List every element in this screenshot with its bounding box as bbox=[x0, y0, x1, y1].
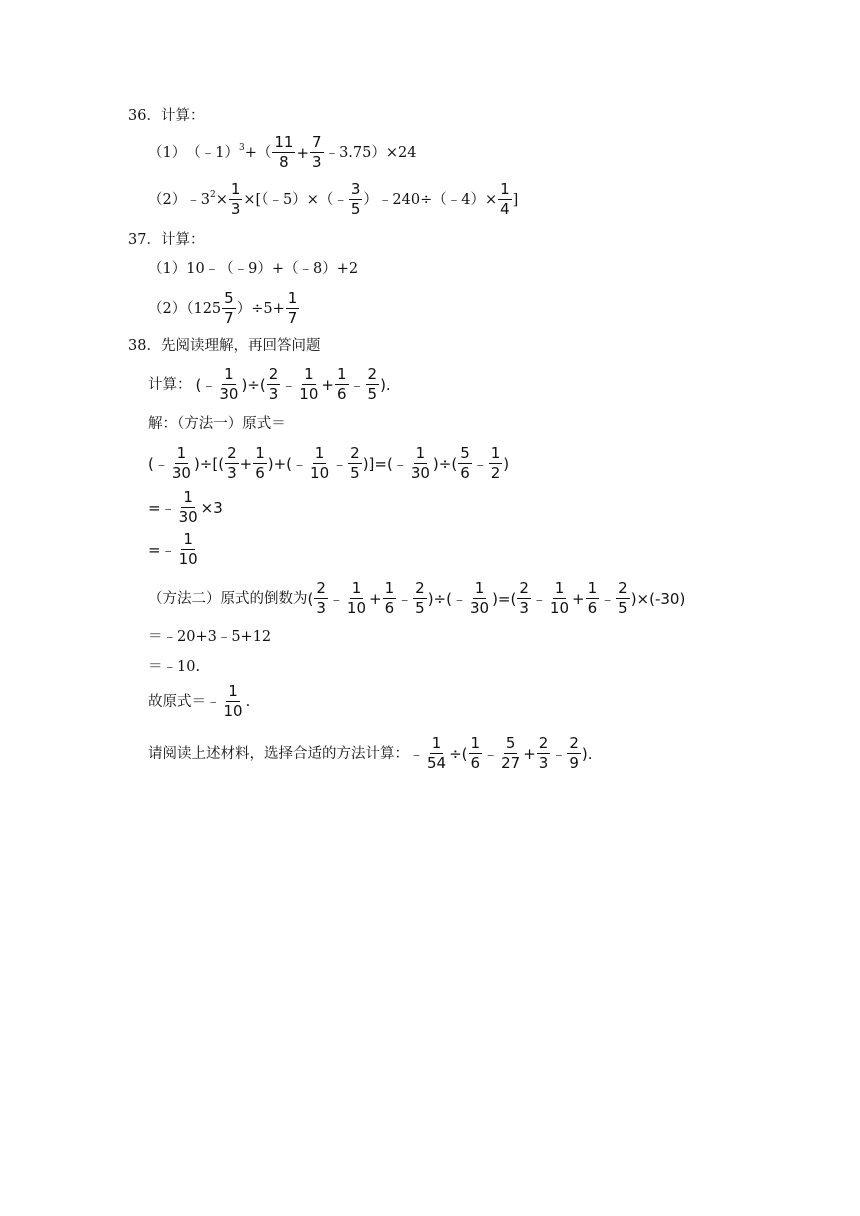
fraction bbox=[177, 490, 200, 526]
operator: ﹣ bbox=[551, 744, 567, 763]
q38-method1-line1 bbox=[148, 444, 509, 484]
fraction-numerator: 1 bbox=[230, 180, 241, 199]
operator: ﹣ bbox=[397, 589, 413, 608]
paren-text: ). bbox=[380, 375, 391, 394]
operator-text: )+(﹣ bbox=[267, 454, 308, 473]
fraction-numerator: 1 bbox=[183, 530, 193, 549]
fraction bbox=[225, 446, 239, 482]
operator: ﹣ bbox=[328, 589, 344, 608]
q37-title-text: 37．计算： bbox=[128, 232, 205, 248]
operator-text: )÷[( bbox=[193, 454, 225, 473]
fraction-denominator: 27 bbox=[501, 754, 521, 772]
fraction-numerator: 1 bbox=[176, 444, 187, 463]
fraction-numerator: 1 bbox=[415, 444, 426, 463]
q36-p2-label: （2） bbox=[148, 191, 187, 208]
fraction-numerator: 7 bbox=[312, 133, 322, 152]
fraction-denominator: 30 bbox=[171, 464, 191, 482]
fraction bbox=[217, 367, 240, 403]
operator: ﹣ bbox=[281, 375, 297, 394]
fraction-numerator: 1 bbox=[351, 579, 362, 598]
fraction-numerator: 1 bbox=[384, 579, 395, 598]
fraction-denominator: 10 bbox=[299, 385, 319, 403]
fraction-numerator: 1 bbox=[470, 734, 481, 753]
fraction bbox=[586, 581, 600, 617]
fraction-numerator: 1 bbox=[336, 365, 347, 384]
fraction bbox=[308, 446, 331, 482]
fraction-denominator: 3 bbox=[312, 153, 322, 171]
operator-text: =﹣ bbox=[148, 540, 176, 559]
q38-conclusion-text: 故原式＝﹣ bbox=[148, 693, 221, 710]
fraction bbox=[537, 736, 551, 772]
operator-text: )=( bbox=[492, 589, 517, 608]
q36-p2-text: ）﹣240÷（﹣4）× bbox=[363, 191, 498, 208]
fraction-denominator: 30 bbox=[219, 385, 239, 403]
fraction bbox=[222, 684, 245, 720]
q36-p1-text: ﹣3.75）×24 bbox=[324, 144, 417, 161]
q38-m2-line3-text: ＝﹣10. bbox=[148, 659, 201, 675]
q36-p1-text: +（ bbox=[244, 144, 272, 161]
q37-part1 bbox=[148, 262, 358, 277]
fraction-numerator: 1 bbox=[474, 579, 485, 598]
fraction bbox=[498, 182, 512, 218]
fraction-numerator: 5 bbox=[224, 289, 234, 308]
q38-task-label: 请阅读上述材料，选择合适的方法计算： bbox=[148, 745, 409, 762]
operator: + bbox=[572, 589, 585, 608]
fraction-numerator: 2 bbox=[350, 444, 360, 463]
fraction bbox=[469, 736, 483, 772]
fraction bbox=[517, 581, 531, 617]
operator-text: )÷(﹣ bbox=[427, 589, 467, 608]
q36-part2 bbox=[148, 181, 518, 219]
fraction bbox=[489, 446, 503, 482]
q36-title-text: 36．计算： bbox=[128, 108, 205, 124]
fraction-numerator: 2 bbox=[367, 365, 378, 384]
q37-p2-text: ）÷5+ bbox=[236, 300, 285, 317]
fraction-numerator: 1 bbox=[490, 444, 501, 463]
fraction-denominator: 2 bbox=[490, 464, 501, 482]
q38-method1-line3 bbox=[148, 531, 201, 569]
q38-method2-line1 bbox=[148, 579, 685, 619]
fraction-numerator: 1 bbox=[287, 289, 298, 308]
q38-conclusion bbox=[148, 682, 250, 722]
fraction-numerator: 2 bbox=[519, 579, 529, 598]
fraction-denominator: 6 bbox=[470, 754, 481, 772]
operator: + bbox=[523, 744, 536, 763]
fraction-numerator: 2 bbox=[569, 734, 579, 753]
operator-text: =﹣ bbox=[148, 498, 176, 517]
operator: ﹣ bbox=[600, 589, 616, 608]
fraction bbox=[267, 367, 281, 403]
q38-calc-label: 计算： bbox=[148, 376, 192, 393]
q36-p2-text: ] bbox=[512, 191, 519, 208]
fraction-numerator: 1 bbox=[554, 579, 565, 598]
q37-title bbox=[128, 233, 204, 248]
fraction-numerator: 2 bbox=[227, 444, 237, 463]
fraction-denominator: 3 bbox=[230, 200, 241, 218]
fraction bbox=[616, 581, 630, 617]
q38-calc bbox=[148, 366, 391, 404]
fraction-numerator: 1 bbox=[228, 682, 238, 701]
fraction-denominator: 3 bbox=[538, 754, 549, 772]
fraction-denominator: 10 bbox=[223, 702, 243, 720]
fraction-denominator: 5 bbox=[618, 599, 628, 617]
fraction-numerator: 3 bbox=[350, 180, 361, 199]
fraction-numerator: 1 bbox=[431, 734, 442, 753]
fraction-denominator: 7 bbox=[224, 309, 234, 327]
operator-text: )÷( bbox=[432, 454, 458, 473]
q38-conclusion-text: . bbox=[245, 693, 251, 710]
q36-p2-exponent: 2 bbox=[209, 189, 216, 200]
fraction bbox=[310, 135, 324, 171]
fraction bbox=[348, 446, 362, 482]
fraction-numerator: 2 bbox=[618, 579, 628, 598]
fraction-numerator: 2 bbox=[316, 579, 326, 598]
q38-method2-line2 bbox=[148, 630, 271, 645]
fraction-numerator: 2 bbox=[538, 734, 549, 753]
fraction-denominator: 6 bbox=[384, 599, 395, 617]
fraction bbox=[229, 182, 243, 218]
q36-p2-text: ﹣3 bbox=[186, 191, 210, 208]
fraction bbox=[170, 446, 193, 482]
fraction-denominator: 10 bbox=[346, 599, 367, 617]
fraction-numerator: 1 bbox=[183, 488, 193, 507]
fraction-numerator: 1 bbox=[304, 365, 314, 384]
fraction bbox=[366, 367, 380, 403]
fraction bbox=[345, 581, 368, 617]
q36-part1 bbox=[148, 135, 416, 171]
fraction bbox=[409, 446, 432, 482]
operator: + bbox=[239, 454, 253, 473]
fraction bbox=[458, 446, 472, 482]
fraction-numerator: 2 bbox=[268, 365, 279, 384]
fraction-denominator: 5 bbox=[350, 464, 360, 482]
q36-p1-text: （﹣1） bbox=[186, 144, 239, 161]
operator: ﹣ bbox=[472, 454, 488, 473]
fraction bbox=[222, 291, 236, 327]
fraction-numerator: 1 bbox=[224, 365, 234, 384]
q38-method1-label bbox=[148, 417, 286, 432]
fraction-numerator: 1 bbox=[587, 579, 598, 598]
fraction-denominator: 5 bbox=[350, 200, 361, 218]
fraction-numerator: 1 bbox=[314, 444, 325, 463]
operator-text: )÷( bbox=[241, 375, 266, 394]
paren-text: ). bbox=[581, 744, 593, 763]
fraction-denominator: 6 bbox=[587, 599, 598, 617]
q36-p1-exponent: 3 bbox=[238, 142, 245, 153]
q36-p1-label: （1） bbox=[148, 144, 187, 161]
fraction-numerator: 2 bbox=[415, 579, 425, 598]
fraction bbox=[286, 291, 300, 327]
fraction bbox=[297, 367, 320, 403]
fraction-denominator: 5 bbox=[367, 385, 378, 403]
fraction bbox=[567, 736, 581, 772]
fraction-denominator: 4 bbox=[500, 200, 510, 218]
fraction-denominator: 10 bbox=[549, 599, 570, 617]
fraction bbox=[177, 532, 200, 568]
q37-p1-text: （1）10﹣（﹣9）+（﹣8）+2 bbox=[148, 261, 359, 277]
fraction-denominator: 30 bbox=[410, 464, 430, 482]
fraction-denominator: 3 bbox=[268, 385, 279, 403]
paren-text: (﹣ bbox=[195, 375, 217, 394]
fraction-denominator: 8 bbox=[279, 153, 289, 171]
fraction bbox=[253, 446, 267, 482]
fraction-denominator: 5 bbox=[415, 599, 425, 617]
fraction-denominator: 3 bbox=[316, 599, 326, 617]
fraction bbox=[548, 581, 571, 617]
operator: ﹣ bbox=[531, 589, 547, 608]
fraction bbox=[383, 581, 397, 617]
fraction bbox=[335, 367, 349, 403]
fraction-denominator: 7 bbox=[287, 309, 298, 327]
operator-text: ÷( bbox=[449, 744, 468, 763]
fraction-denominator: 10 bbox=[310, 464, 330, 482]
paren-text: ) bbox=[503, 454, 510, 473]
q38-m2-line2-text: ＝﹣20+3﹣5+12 bbox=[148, 629, 272, 645]
q38-task bbox=[148, 734, 593, 774]
operator-text: ×3 bbox=[200, 498, 223, 517]
fraction-denominator: 10 bbox=[178, 550, 198, 568]
q36-p2-text: × bbox=[215, 191, 228, 208]
operator: + bbox=[296, 143, 310, 162]
fraction-denominator: 6 bbox=[460, 464, 470, 482]
q38-title bbox=[128, 339, 320, 354]
fraction bbox=[314, 581, 328, 617]
fraction-denominator: 9 bbox=[569, 754, 579, 772]
operator: ﹣ bbox=[483, 744, 499, 763]
operator-text: )]=(﹣ bbox=[362, 454, 408, 473]
fraction-numerator: 1 bbox=[255, 444, 265, 463]
fraction-denominator: 6 bbox=[255, 464, 265, 482]
fraction bbox=[272, 135, 295, 171]
fraction-denominator: 30 bbox=[469, 599, 490, 617]
q37-part2 bbox=[148, 290, 300, 328]
q37-p2-text: （2）（125 bbox=[148, 300, 222, 317]
fraction bbox=[413, 581, 427, 617]
fraction bbox=[349, 182, 363, 218]
operator: ﹣ bbox=[349, 375, 365, 394]
q38-m2-label: （方法二）原式的倒数为 bbox=[148, 590, 308, 607]
operator: + bbox=[369, 589, 382, 608]
operator: + bbox=[321, 375, 334, 394]
q36-title bbox=[128, 109, 204, 124]
fraction-denominator: 6 bbox=[336, 385, 347, 403]
operator-text: )×(-30) bbox=[630, 589, 686, 608]
fraction-denominator: 3 bbox=[227, 464, 237, 482]
fraction-denominator: 30 bbox=[178, 508, 198, 526]
fraction bbox=[499, 736, 522, 772]
paren-text: (﹣ bbox=[148, 454, 169, 473]
paren-text: ( bbox=[307, 589, 314, 608]
fraction-denominator: 3 bbox=[519, 599, 529, 617]
fraction-numerator: 1 bbox=[500, 180, 510, 199]
q38-method1-line2 bbox=[148, 489, 223, 527]
q38-method2-line3 bbox=[148, 660, 200, 675]
operator: ﹣ bbox=[409, 744, 425, 763]
fraction-numerator: 5 bbox=[505, 734, 516, 753]
q38-m1-label-text: 解：（方法一）原式＝ bbox=[148, 416, 286, 432]
q38-title-text: 38．先阅读理解，再回答问题 bbox=[128, 338, 321, 354]
fraction-numerator: 11 bbox=[274, 133, 294, 152]
fraction bbox=[468, 581, 491, 617]
fraction bbox=[425, 736, 448, 772]
q36-p2-text: ×[（﹣5）×（﹣ bbox=[243, 191, 348, 208]
operator: ﹣ bbox=[332, 454, 348, 473]
fraction-numerator: 5 bbox=[460, 444, 470, 463]
fraction-denominator: 54 bbox=[427, 754, 447, 772]
